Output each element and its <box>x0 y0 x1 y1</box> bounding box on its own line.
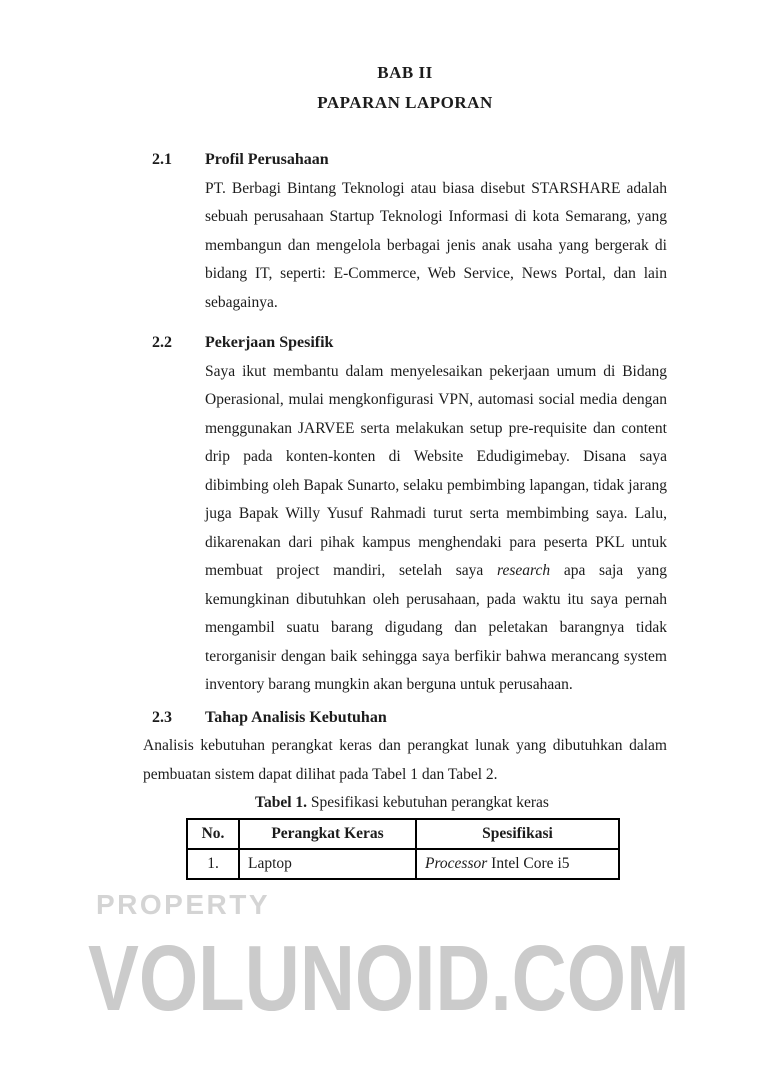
section-number-2-2: 2.2 <box>152 334 172 351</box>
table-cell-spec-rest: Intel Core i5 <box>491 855 570 872</box>
paragraph-2-2-text-after: apa saja yang kemungkinan dibutuhkan oleh perusahaan, pada waktu itu saya pernah mengambil suatu barang digudang dan peletakan barangnya tidak terorganisir dengan baik sehingga saya berfikir bahwa merancang system inventory barang mungkin akan berguna untuk perusahaan. <box>205 562 668 693</box>
section-heading-2-1 <box>152 146 667 175</box>
table-header-perangkat-keras: Perangkat Keras <box>239 819 416 849</box>
table-cell-spec <box>416 849 619 879</box>
chapter-title-line2: PAPARAN LAPORAN <box>317 93 493 112</box>
section-title-2-2: Pekerjaan Spesifik <box>205 334 334 351</box>
section-number-2-3: 2.3 <box>152 708 172 726</box>
section-title-2-3: Tahap Analisis Kebutuhan <box>205 708 387 726</box>
table-header-no: No. <box>187 819 239 849</box>
watermark-volunoid-text: VOLUNOID.COM <box>88 926 690 1030</box>
section-heading-2-3 <box>152 704 667 733</box>
table-header-spesifikasi: Spesifikasi <box>416 819 619 849</box>
table-cell-device: Laptop <box>239 849 416 879</box>
paragraph-pekerjaan-spesifik <box>205 358 667 700</box>
table-header-row <box>187 819 619 849</box>
section-title-2-1: Profil Perusahaan <box>205 151 329 168</box>
watermark-property-text: PROPERTY <box>96 889 271 920</box>
paragraph-analisis-kebutuhan: Analisis kebutuhan perangkat keras dan perangkat lunak yang dibutuhkan dalam pembuatan sistem dapat dilihat pada Tabel 1 dan Tabel 2. <box>143 737 667 783</box>
table-caption-text: Spesifikasi kebutuhan perangkat keras <box>310 794 549 811</box>
table-cell-no: 1. <box>187 849 239 879</box>
table-caption-label: Tabel 1. <box>255 794 308 811</box>
chapter-title <box>143 58 667 118</box>
paragraph-profil-perusahaan: PT. Berbagi Bintang Teknologi atau biasa disebut STARSHARE adalah sebuah perusahaan Startup Teknologi Informasi di kota Semarang, yang membangun dan mengelola berbagai jenis anak usaha yang bergerak di bidang IT, seperti: E-Commerce, Web Service, News Portal, dan lain sebagainya. <box>205 179 667 311</box>
chapter-title-line1: BAB II <box>377 63 433 82</box>
table-caption <box>186 790 618 816</box>
document-content <box>143 0 667 880</box>
table-row <box>187 849 619 879</box>
section-heading-2-2 <box>152 329 667 358</box>
paragraph-2-2-italic-word: research <box>497 562 551 579</box>
table-cell-spec-italic: Processor <box>425 855 488 872</box>
hardware-spec-table <box>186 818 620 880</box>
section-number-2-1: 2.1 <box>152 151 172 168</box>
paragraph-2-2-text-before: Saya ikut membantu dalam menyelesaikan pekerjaan umum di Bidang Operasional, mulai mengkonfigurasi VPN, automasi social media dengan menggunakan JARVEE serta melakukan setup pre-requisite dan content drip pada konten-konten di Website Edudigimebay. Disana saya dibimbing oleh Bapak Sunarto, selaku pembimbing lapangan, tidak jarang juga Bapak Willy Yusuf Rahmadi turut serta membimbing saya. Lalu, dikarenakan dari pihak kampus menghendaki para peserta PKL untuk membuat project mandiri, setelah saya <box>205 362 667 579</box>
